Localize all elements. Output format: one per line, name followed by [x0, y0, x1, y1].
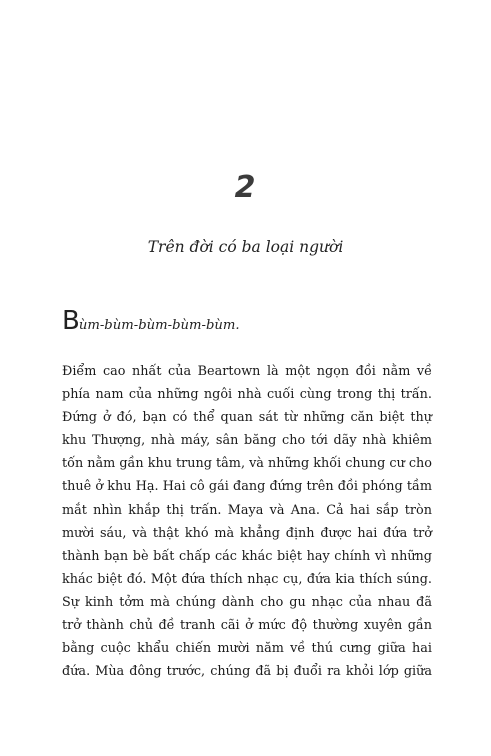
- chapter-number: 2: [234, 170, 257, 205]
- drop-cap: B: [62, 306, 79, 336]
- paragraph-line: Đứng ở đó, bạn có thể quan sát từ những căn biệt thự: [62, 410, 432, 426]
- body-paragraph: [62, 360, 432, 683]
- paragraph-line: trở thành chủ đề tranh cãi ở mức độ thường xuyên gần: [62, 618, 432, 634]
- paragraph-line: mắt nhìn khắp thị trấn. Maya và Ana. Cả hai sắp tròn: [62, 502, 432, 518]
- paragraph-line: thuê ở khu Hạ. Hai cô gái đang đứng trên đồi phóng tầm: [62, 479, 432, 495]
- opening-text: ùm-bùm-bùm-bùm-bùm.: [78, 318, 240, 333]
- paragraph-line: Sự kinh tởm mà chúng dành cho gu nhạc của nhau đã: [62, 594, 432, 610]
- paragraph-line: khu Thượng, nhà máy, sân băng cho tới dãy nhà khiêm: [62, 433, 432, 449]
- paragraph-line: thành bạn bè bất chấp các khác biệt hay chính vì những: [62, 548, 432, 564]
- paragraph-line: Điểm cao nhất của Beartown là một ngọn đồi nằm về: [62, 364, 432, 379]
- paragraph-line: tốn nằm gần khu trung tâm, và những khối chung cư cho: [62, 456, 432, 472]
- chapter-title: Trên đời có ba loại người: [147, 238, 344, 256]
- paragraph-line: khác biệt đó. Một đứa thích nhạc cụ, đứa kia thích súng.: [62, 571, 432, 587]
- paragraph-line: bằng cuộc khẩu chiến mười năm về thú cưng giữa hai: [62, 641, 432, 657]
- paragraph-line: đứa. Mùa đông trước, chúng đã bị đuổi ra khỏi lớp giữa: [62, 664, 432, 680]
- paragraph-line: phía nam của những ngôi nhà cuối cùng trong thị trấn.: [62, 387, 432, 403]
- opening-line: [62, 306, 442, 337]
- paragraph-line: mười sáu, và thật khó mà khẳng định được hai đứa trở: [62, 525, 432, 541]
